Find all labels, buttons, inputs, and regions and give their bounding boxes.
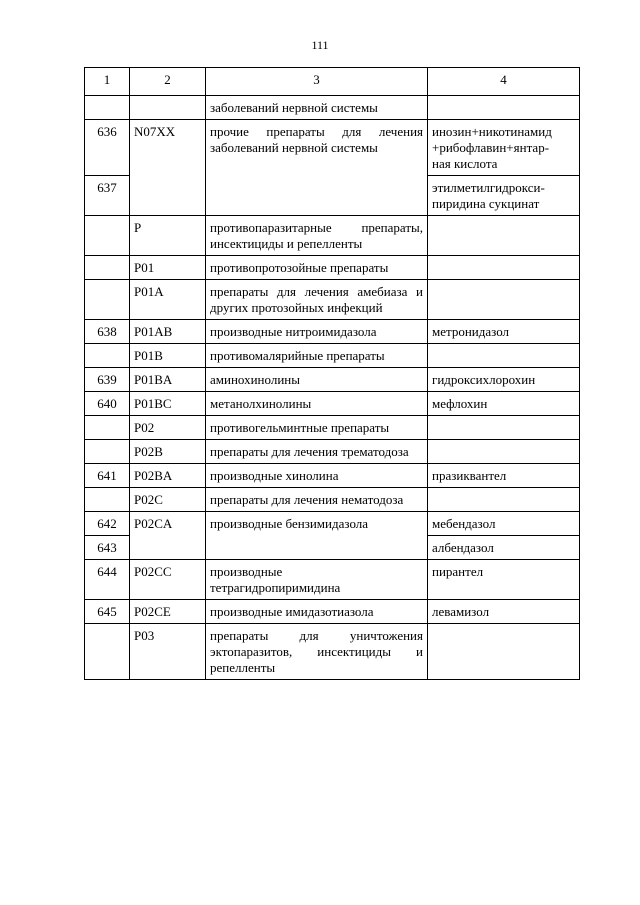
drug-name: гидроксихлорохин xyxy=(428,368,580,392)
drug-name: мефлохин xyxy=(428,392,580,416)
row-number: 638 xyxy=(85,320,130,344)
table-row xyxy=(85,464,580,488)
drug-name: левамизол xyxy=(428,600,580,624)
atc-code: P02CE xyxy=(130,600,206,624)
drug-name xyxy=(428,256,580,280)
drug-name xyxy=(428,280,580,320)
atc-code: N07XX xyxy=(130,120,206,216)
group-description: заболеваний нервной системы xyxy=(206,96,428,120)
row-number xyxy=(85,440,130,464)
row-number xyxy=(85,624,130,680)
atc-code: P02BA xyxy=(130,464,206,488)
row-number xyxy=(85,256,130,280)
group-description: противопротозойные препараты xyxy=(206,256,428,280)
drug-name: албендазол xyxy=(428,536,580,560)
table-row xyxy=(85,368,580,392)
drug-name xyxy=(428,440,580,464)
column-header: 4 xyxy=(428,68,580,96)
group-description: производные хинолина xyxy=(206,464,428,488)
group-description: производные тетрагидропиримидина xyxy=(206,560,428,600)
table-row xyxy=(85,344,580,368)
row-number xyxy=(85,344,130,368)
table-row xyxy=(85,120,580,176)
group-description: производные бензимидазола xyxy=(206,512,428,560)
table-row xyxy=(85,320,580,344)
table-row xyxy=(85,560,580,600)
drug-name xyxy=(428,416,580,440)
group-description: метанолхинолины xyxy=(206,392,428,416)
atc-code: P01A xyxy=(130,280,206,320)
row-number: 636 xyxy=(85,120,130,176)
drug-name: этилметилгидрокси- пиридина сукцинат xyxy=(428,176,580,216)
atc-code xyxy=(130,96,206,120)
column-header: 3 xyxy=(206,68,428,96)
group-description: производные имидазотиазола xyxy=(206,600,428,624)
atc-code: P xyxy=(130,216,206,256)
table-row xyxy=(85,216,580,256)
drug-name: празиквантел xyxy=(428,464,580,488)
atc-code: P02CA xyxy=(130,512,206,560)
atc-code: P01B xyxy=(130,344,206,368)
column-header: 2 xyxy=(130,68,206,96)
table-row xyxy=(85,440,580,464)
drug-name: мебендазол xyxy=(428,512,580,536)
row-number xyxy=(85,96,130,120)
row-number: 637 xyxy=(85,176,130,216)
row-number xyxy=(85,280,130,320)
group-description: противопаразитарные препараты, инсектициды и репелленты xyxy=(206,216,428,256)
atc-code: P03 xyxy=(130,624,206,680)
atc-code: P02C xyxy=(130,488,206,512)
table-row xyxy=(85,96,580,120)
row-number: 639 xyxy=(85,368,130,392)
drug-name: пирантел xyxy=(428,560,580,600)
drug-name: инозин+никотинамид +рибофлавин+янтар- ная кислота xyxy=(428,120,580,176)
atc-code: P01BC xyxy=(130,392,206,416)
row-number: 643 xyxy=(85,536,130,560)
group-description: противогельминтные препараты xyxy=(206,416,428,440)
row-number: 641 xyxy=(85,464,130,488)
atc-code: P02B xyxy=(130,440,206,464)
group-description: производные нитроимидазола xyxy=(206,320,428,344)
atc-code: P02CC xyxy=(130,560,206,600)
group-description: аминохинолины xyxy=(206,368,428,392)
row-number: 642 xyxy=(85,512,130,536)
row-number xyxy=(85,416,130,440)
drug-name xyxy=(428,488,580,512)
table-row xyxy=(85,256,580,280)
drug-name xyxy=(428,344,580,368)
drug-name xyxy=(428,624,580,680)
row-number: 644 xyxy=(85,560,130,600)
column-header: 1 xyxy=(85,68,130,96)
table-row xyxy=(85,416,580,440)
atc-code: P02 xyxy=(130,416,206,440)
table-row xyxy=(85,600,580,624)
group-description: препараты для лечения трематодоза xyxy=(206,440,428,464)
table-row xyxy=(85,488,580,512)
group-description: прочие препараты для лечения заболеваний нервной системы xyxy=(206,120,428,216)
drug-name: метронидазол xyxy=(428,320,580,344)
group-description: препараты для уничтожения эктопаразитов, инсектициды и репелленты xyxy=(206,624,428,680)
row-number: 645 xyxy=(85,600,130,624)
group-description: препараты для лечения амебиаза и других протозойных инфекций xyxy=(206,280,428,320)
page-number: 111 xyxy=(311,38,329,52)
atc-code: P01 xyxy=(130,256,206,280)
row-number xyxy=(85,488,130,512)
group-description: препараты для лечения нематодоза xyxy=(206,488,428,512)
row-number xyxy=(85,216,130,256)
drug-table xyxy=(84,67,580,680)
atc-code: P01BA xyxy=(130,368,206,392)
table-row xyxy=(85,392,580,416)
table-header-row xyxy=(85,68,580,96)
group-description: противомалярийные препараты xyxy=(206,344,428,368)
row-number: 640 xyxy=(85,392,130,416)
drug-name xyxy=(428,96,580,120)
table-row xyxy=(85,280,580,320)
atc-code: P01AB xyxy=(130,320,206,344)
table-row xyxy=(85,512,580,536)
table-row xyxy=(85,624,580,680)
drug-name xyxy=(428,216,580,256)
